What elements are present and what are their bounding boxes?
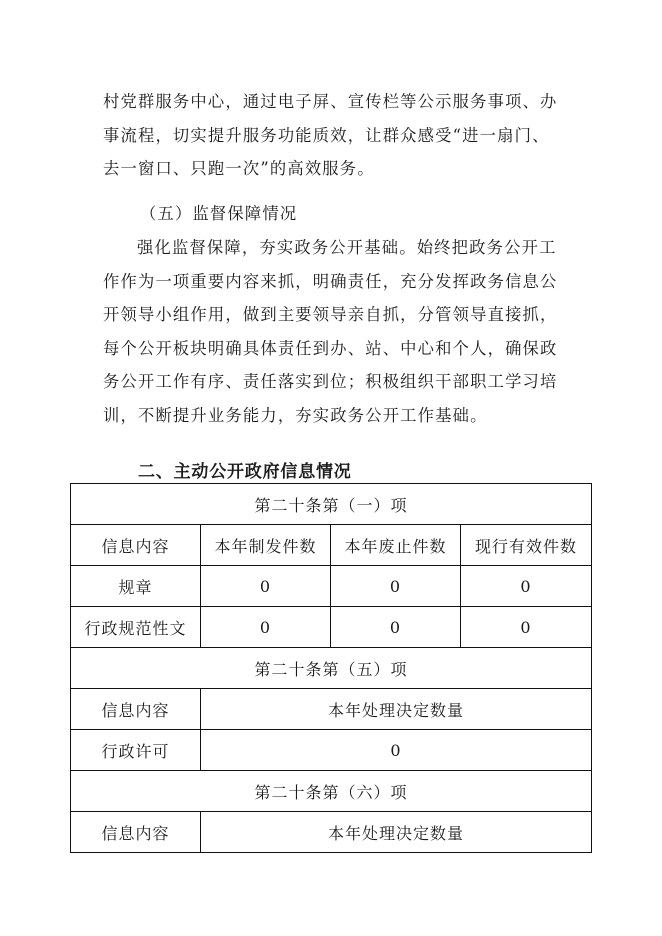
header-cell: 本年制发件数 <box>201 525 331 566</box>
table-header-row <box>71 812 592 853</box>
paragraph-line: 去一窗口、只跑一次”的高效服务。 <box>103 159 375 178</box>
paragraph-line: 事流程，切实提升服务功能质效，让群众感受“进一扇门、 <box>103 125 550 145</box>
row-label: 行政规范性文 <box>71 607 201 648</box>
row-label: 规章 <box>71 566 201 607</box>
subheading-supervision: （五）监督保障情况 <box>140 204 298 223</box>
paragraph-line: 每个公开板块明确具体责任到办、站、中心和个人，确保政 <box>103 338 558 358</box>
table-cell: 0 <box>331 607 461 648</box>
table-row <box>71 566 592 607</box>
table-cell: 0 <box>461 566 592 607</box>
table-cell: 0 <box>461 607 592 648</box>
paragraph-line: 强化监督保障，夯实政务公开基础。始终把政务公开工 <box>137 238 557 257</box>
paragraph-line: 开领导小组作用，做到主要领导亲自抓，分管领导直接抓， <box>103 305 558 324</box>
table-row <box>71 607 592 648</box>
paragraph-line: 训，不断提升业务能力，夯实政务公开工作基础。 <box>103 405 488 425</box>
table-row <box>71 771 592 812</box>
table-cell: 0 <box>201 566 331 607</box>
row-label: 行政许可 <box>71 730 201 771</box>
section-title-5: 第二十条第（五）项 <box>71 648 592 689</box>
paragraph-supervision <box>103 231 563 432</box>
header-cell: 本年废止件数 <box>331 525 461 566</box>
paragraph-service-center <box>103 85 563 186</box>
table-row <box>71 730 592 771</box>
header-cell: 本年处理决定数量 <box>201 689 592 730</box>
info-disclosure-table <box>70 483 592 853</box>
paragraph-line: 作作为一项重要内容来抓，明确责任，充分发挥政务信息公 <box>103 271 558 291</box>
table-header-row <box>71 689 592 730</box>
table-row <box>71 648 592 689</box>
header-cell: 信息内容 <box>71 812 201 853</box>
header-cell: 信息内容 <box>71 689 201 730</box>
header-cell: 现行有效件数 <box>461 525 592 566</box>
section-title-6: 第二十条第（六）项 <box>71 771 592 812</box>
section-heading: 二、主动公开政府信息情况 <box>138 462 352 482</box>
table-cell: 0 <box>331 566 461 607</box>
table-cell: 0 <box>201 607 331 648</box>
header-cell: 本年处理决定数量 <box>201 812 592 853</box>
paragraph-line: 务公开工作有序、责任落实到位；积极组织干部职工学习培 <box>103 372 558 391</box>
section-title-1: 第二十条第（一）项 <box>71 484 592 525</box>
table-cell: 0 <box>201 730 592 771</box>
paragraph-line: 村党群服务中心，通过电子屏、宣传栏等公示服务事项、办 <box>103 92 558 111</box>
table-header-row <box>71 525 592 566</box>
table-row <box>71 484 592 525</box>
header-cell: 信息内容 <box>71 525 201 566</box>
